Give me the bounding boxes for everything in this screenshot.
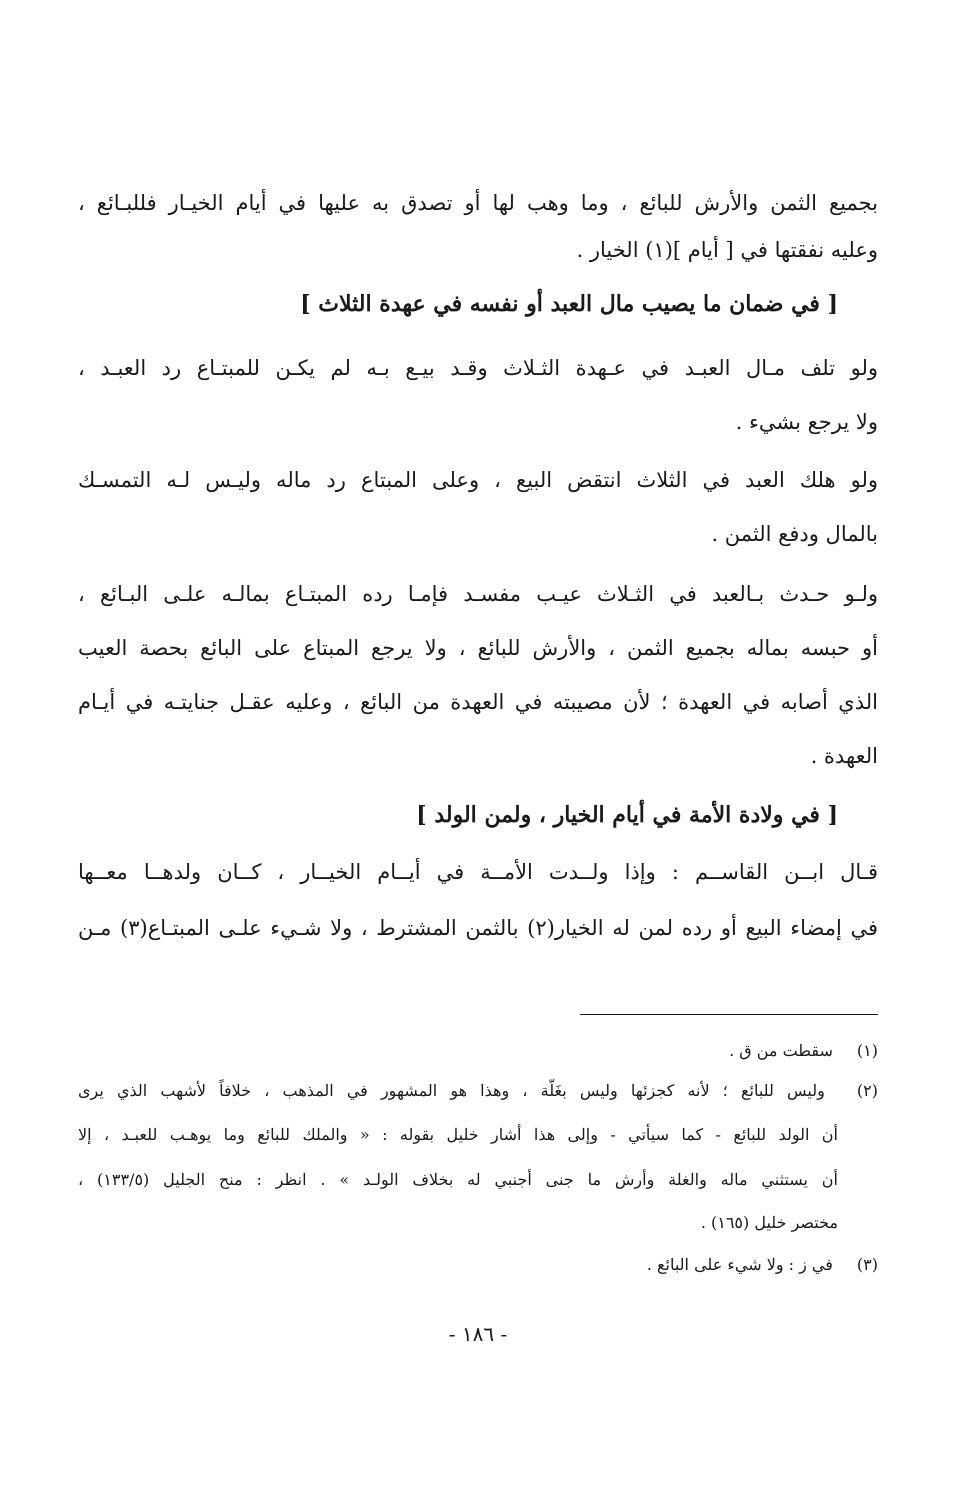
- footnote-number: (٣): [856, 1255, 878, 1274]
- footnote-text: وليس للبائع ؛ لأنه كجزئها وليس بغَلّة ، وهذا هو المشهور في المذهب ، خلافاً لأشهب الذي يرى: [78, 1081, 825, 1100]
- section-heading: [ في ضمان ما يصيب مال العبد أو نفسه في عهدة الثلاث ]: [300, 291, 838, 317]
- footnote-separator: [580, 1014, 878, 1015]
- body-line: أو حبسه بماله بجميع الثمن ، والأرش للبائع ، ولا يرجع المبتاع على البائع بحصة العيب: [78, 636, 878, 660]
- body-line: بالمال ودفع الثمن .: [711, 522, 878, 546]
- body-line: العهدة .: [810, 744, 878, 768]
- footnote-line: مختصر خليل (١٦٥) .: [700, 1213, 838, 1232]
- body-line: ولـو حـدث بـالعبد في الثـلاث عيـب مفسـد فإمـا رده المبتـاع بمالـه علـى البـائع ،: [78, 582, 878, 606]
- footnote-number: (٢): [856, 1081, 878, 1100]
- footnote-text: في ز : ولا شيء على البائع .: [646, 1255, 833, 1274]
- body-line: في إمضاء البيع أو رده لمن له الخيار(٢) بالثمن المشترط ، ولا شـيء علـى المبتـاع(٣) مـن: [78, 916, 878, 940]
- body-line: قـال ابــن القاســم : وإذا ولــدت الأمــة في أيــام الخيــار ، كــان ولدهــا معــها: [78, 860, 878, 884]
- section-heading: [ في ولادة الأمة في أيام الخيار ، ولمن الولد ]: [416, 802, 838, 828]
- body-line: وعليه نفقتها في [ أيام ](١) الخيار .: [576, 238, 878, 262]
- page-number: - ١٨٦ -: [448, 1322, 508, 1346]
- body-line: ولا يرجع بشيء .: [735, 410, 878, 434]
- footnote-line: أن يستثني ماله والغلة وأرش ما جنى أجنبي له بخلاف الولـد » . انظر : منح الجليل (١٣٣/٥) ،: [78, 1170, 838, 1189]
- body-line: بجميع الثمن والأرش للبائع ، وما وهب لها أو تصدق به عليها في أيام الخيـار فللبـائع ،: [78, 191, 878, 215]
- footnote-line: [78, 1036, 878, 1066]
- body-line: ولو هلك العبد في الثلاث انتقض البيع ، وعلى المبتاع رد ماله وليـس لـه التمسـك: [78, 468, 878, 492]
- footnote-line: أن الولد للبائع - كما سيأتي - وإلى هذا أشار خليل بقوله : « والملك للبائع وما يوهـب للعبـد ، إلا: [78, 1125, 838, 1144]
- body-line: الذي أصابه في العهدة ؛ لأن مصيبته في العهدة من البائع ، وعليه عقـل جنايتـه في أيـام: [78, 690, 878, 714]
- body-line: ولو تلف مـال العبـد في عـهدة الثـلاث وقـد بيـع بـه لم يكـن للمبتـاع رد العبـد ،: [78, 356, 878, 380]
- footnote-number: (١): [856, 1041, 878, 1060]
- footnote-line: [78, 1250, 878, 1280]
- footnote-text: سقطت من ق .: [729, 1041, 833, 1060]
- footnote-line: [78, 1076, 878, 1106]
